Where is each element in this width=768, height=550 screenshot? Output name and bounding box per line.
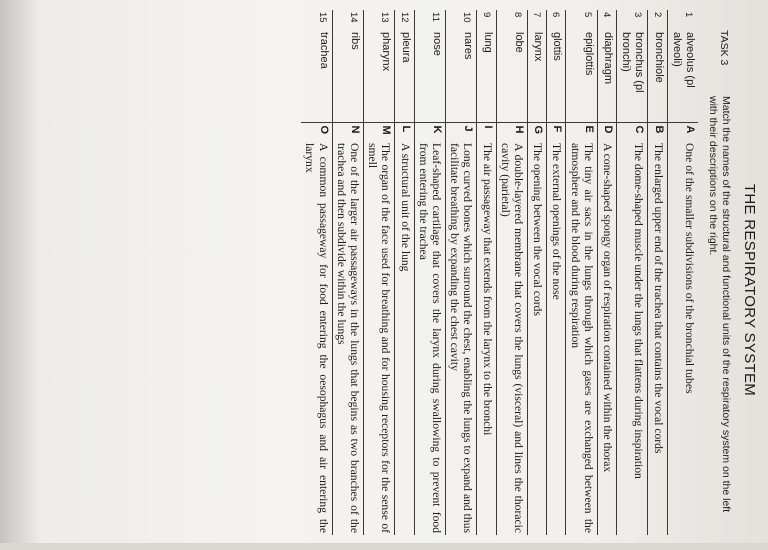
term-name: pharynx [363, 30, 394, 122]
table-row [527, 10, 546, 535]
description-text: One of the larger air passageways in the lungs that begins as two branches of the trachea and then subdivide within the lungs [332, 140, 363, 535]
table-row [363, 10, 394, 535]
description-text: The opening between the vocal cords [527, 140, 546, 535]
term-name: bronchiole [648, 30, 667, 122]
table-row [445, 10, 476, 535]
description-text: Long curved bones which surround the chest, enabling the lungs to expand and thus facilitate breathing by expanding the chest cavity [445, 140, 476, 535]
description-text: Leaf-shaped cartilage that covers the larynx during swallowing to prevent food from entering the trachea [414, 140, 445, 535]
table-row [648, 10, 667, 535]
description-letter: G [527, 122, 546, 140]
term-number: 9 [477, 10, 496, 30]
description-letter: E [566, 122, 597, 140]
matching-table-body [301, 10, 698, 535]
term-number: 10 [445, 10, 476, 30]
description-letter: K [414, 122, 445, 140]
term-number: 12 [395, 10, 414, 30]
table-row [496, 10, 527, 535]
description-text: The enlarged upper end of the trachea that contains the vocal cords [648, 140, 667, 535]
term-name: epiglottis [566, 30, 597, 122]
description-text: A double-layered membrane that covers the lungs (visceral) and lines the thoracic cavity (parietal) [496, 140, 527, 535]
description-letter: O [301, 122, 332, 140]
table-row [667, 10, 698, 535]
page-title: THE RESPIRATORY SYSTEM [741, 183, 758, 397]
term-name: lobe [496, 30, 527, 122]
term-number: 5 [566, 10, 597, 30]
table-row [414, 10, 445, 535]
description-text: The external openings of the nose [547, 140, 566, 535]
term-number: 8 [496, 10, 527, 30]
description-letter: I [477, 122, 496, 140]
term-name: bronchus (pl bronchi) [616, 30, 647, 122]
description-text: One of the smaller subdivisions of the bronchial tubes [667, 140, 698, 535]
task-instructions: Match the names of the structural and functional units of the respiratory system on the left with their descriptions on the right. [707, 96, 732, 513]
term-name: nose [414, 30, 445, 122]
description-text: The tiny air sacs in the lungs through which gases are exchanged between the atmosphere and the blood during respiration [566, 140, 597, 535]
term-name: trachea [317, 32, 330, 69]
term-name: lung [477, 30, 496, 122]
term-number: 13 [363, 10, 394, 30]
term-name: diaphragm [597, 30, 616, 122]
term-name: glottis [547, 30, 566, 122]
term-number: 3 [616, 10, 647, 30]
term-number: 6 [547, 10, 566, 30]
description-text: The organ of the face used for breathing and for housing receptors for the sense of smell [363, 140, 394, 535]
description-letter: H [496, 122, 527, 140]
description-text: A common passageway for food entering the oesophagus and air entering the larynx [303, 143, 330, 533]
term-name: pleura [395, 30, 414, 122]
term-name: larynx [527, 30, 546, 122]
table-row [395, 10, 414, 535]
matching-table [301, 10, 698, 535]
table-row [616, 10, 647, 535]
description-letter: F [547, 122, 566, 140]
term-number: 15 [316, 12, 328, 23]
description-letter: C [616, 122, 647, 140]
table-row [301, 10, 332, 535]
description-letter: L [395, 122, 414, 140]
description-text: The air passageway that extends from the larynx to the bronchi [477, 140, 496, 535]
description-letter: M [363, 122, 394, 140]
description-text: The dome-shaped muscle under the lungs that flattens during inspiration [616, 140, 647, 535]
term-number: 7 [527, 10, 546, 30]
description-letter: N [332, 122, 363, 140]
description-text: A structural unit of the lung [395, 140, 414, 535]
term-name: alveolus (pl alveoli) [667, 30, 698, 122]
term-name: nares [445, 30, 476, 122]
table-row [547, 10, 566, 535]
term-number: 11 [414, 10, 445, 30]
task-label: TASK 3 [718, 30, 730, 66]
table-row [477, 10, 496, 535]
term-number: 14 [332, 10, 363, 30]
table-row [597, 10, 616, 535]
description-letter: J [445, 122, 476, 140]
description-text: A cone-shaped spongy organ of respiration contained within the thorax [597, 140, 616, 535]
description-letter: B [648, 122, 667, 140]
description-letter: D [597, 122, 616, 140]
description-letter: A [667, 122, 698, 140]
table-row [566, 10, 597, 535]
term-name: ribs [332, 30, 363, 122]
term-number: 2 [648, 10, 667, 30]
term-number: 1 [667, 10, 698, 30]
term-number: 4 [597, 10, 616, 30]
table-row [332, 10, 363, 535]
